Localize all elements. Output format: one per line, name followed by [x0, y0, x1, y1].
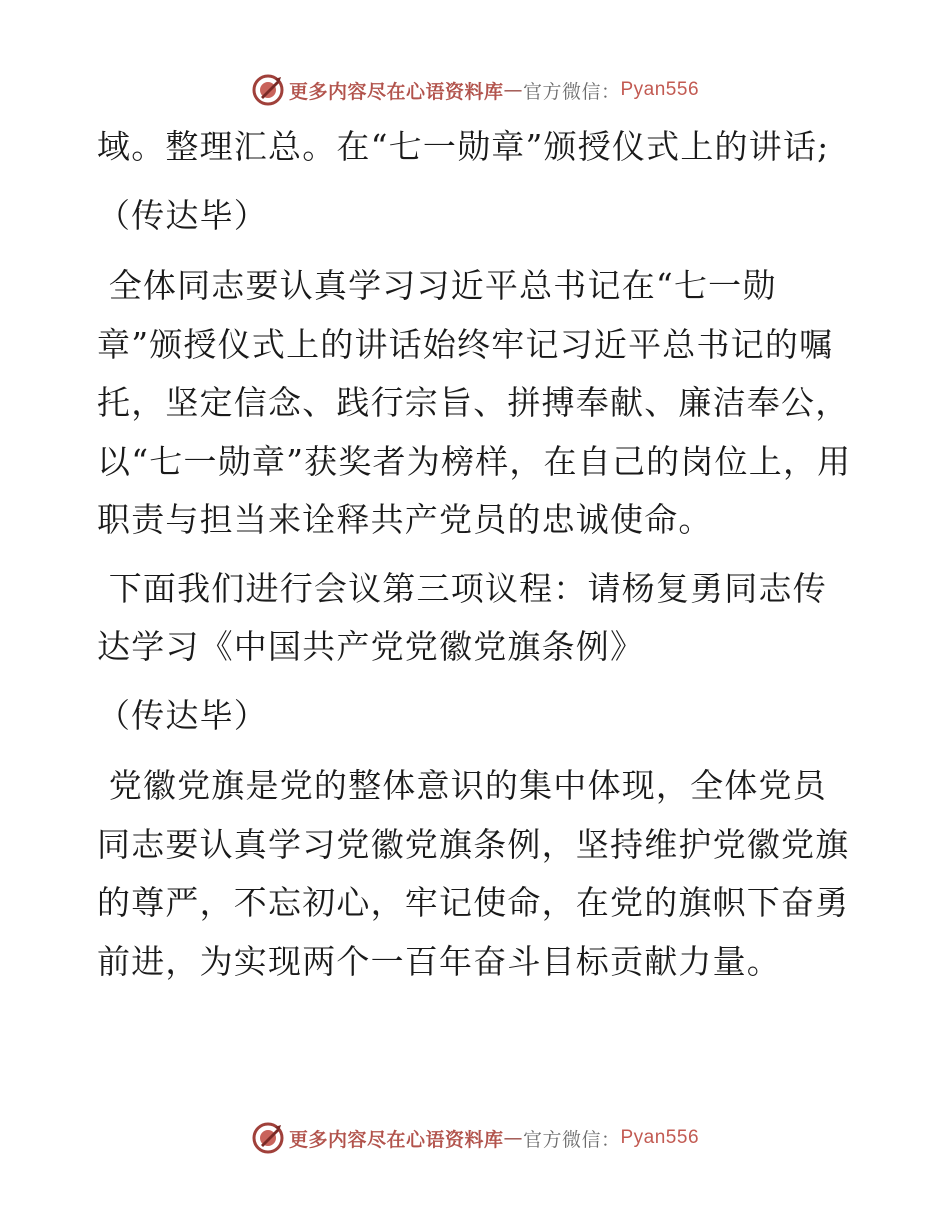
paragraph-3: 全体同志要认真学习习近平总书记在“七一勋章”颁授仪式上的讲话始终牢记习近平总书记的嘱托，坚定信念、践行宗旨、拼搏奉献、廉洁奉公，以“七一勋章”获奖者为榜样，在自己的岗位上，用职责与担当来诠释共产党员的忠诚使命。 — [97, 266, 852, 539]
banner-dash: — — [503, 79, 523, 101]
pen-logo-icon — [251, 1121, 285, 1155]
footer-brand-text: 更多内容尽在心语资料库 — [288, 1128, 504, 1151]
footer-dash: — — [503, 1127, 523, 1149]
footer-wechat-label: 官方微信： — [522, 1128, 621, 1151]
banner-brand-text: 更多内容尽在心语资料库 — [288, 80, 504, 103]
banner-wechat-label: 官方微信： — [522, 80, 621, 103]
paragraph-5: （传达毕） — [97, 695, 268, 735]
paragraph-6: 党徽党旗是党的整体意识的集中体现，全体党员同志要认真学习党徽党旗条例，坚持维护党徽党旗的尊严，不忘初心，牢记使命，在党的旗帜下奋勇前进，为实现两个一百年奋斗目标贡献力量。 — [97, 766, 850, 981]
footer-wechat-id: Pyan556 — [620, 1127, 700, 1148]
paragraph-2: （传达毕） — [97, 195, 268, 235]
paragraph-4: 下面我们进行会议第三项议程：请杨复勇同志传达学习《中国共产党党徽党旗条例》 — [97, 568, 827, 666]
banner-wechat-id: Pyan556 — [620, 79, 700, 100]
header-banner — [0, 70, 950, 110]
footer-banner — [0, 1118, 950, 1158]
pen-logo-icon — [251, 73, 285, 107]
document-body — [97, 118, 857, 991]
paragraph-1: 域。整理汇总。在“七一勋章”颁授仪式上的讲话; — [97, 127, 830, 166]
